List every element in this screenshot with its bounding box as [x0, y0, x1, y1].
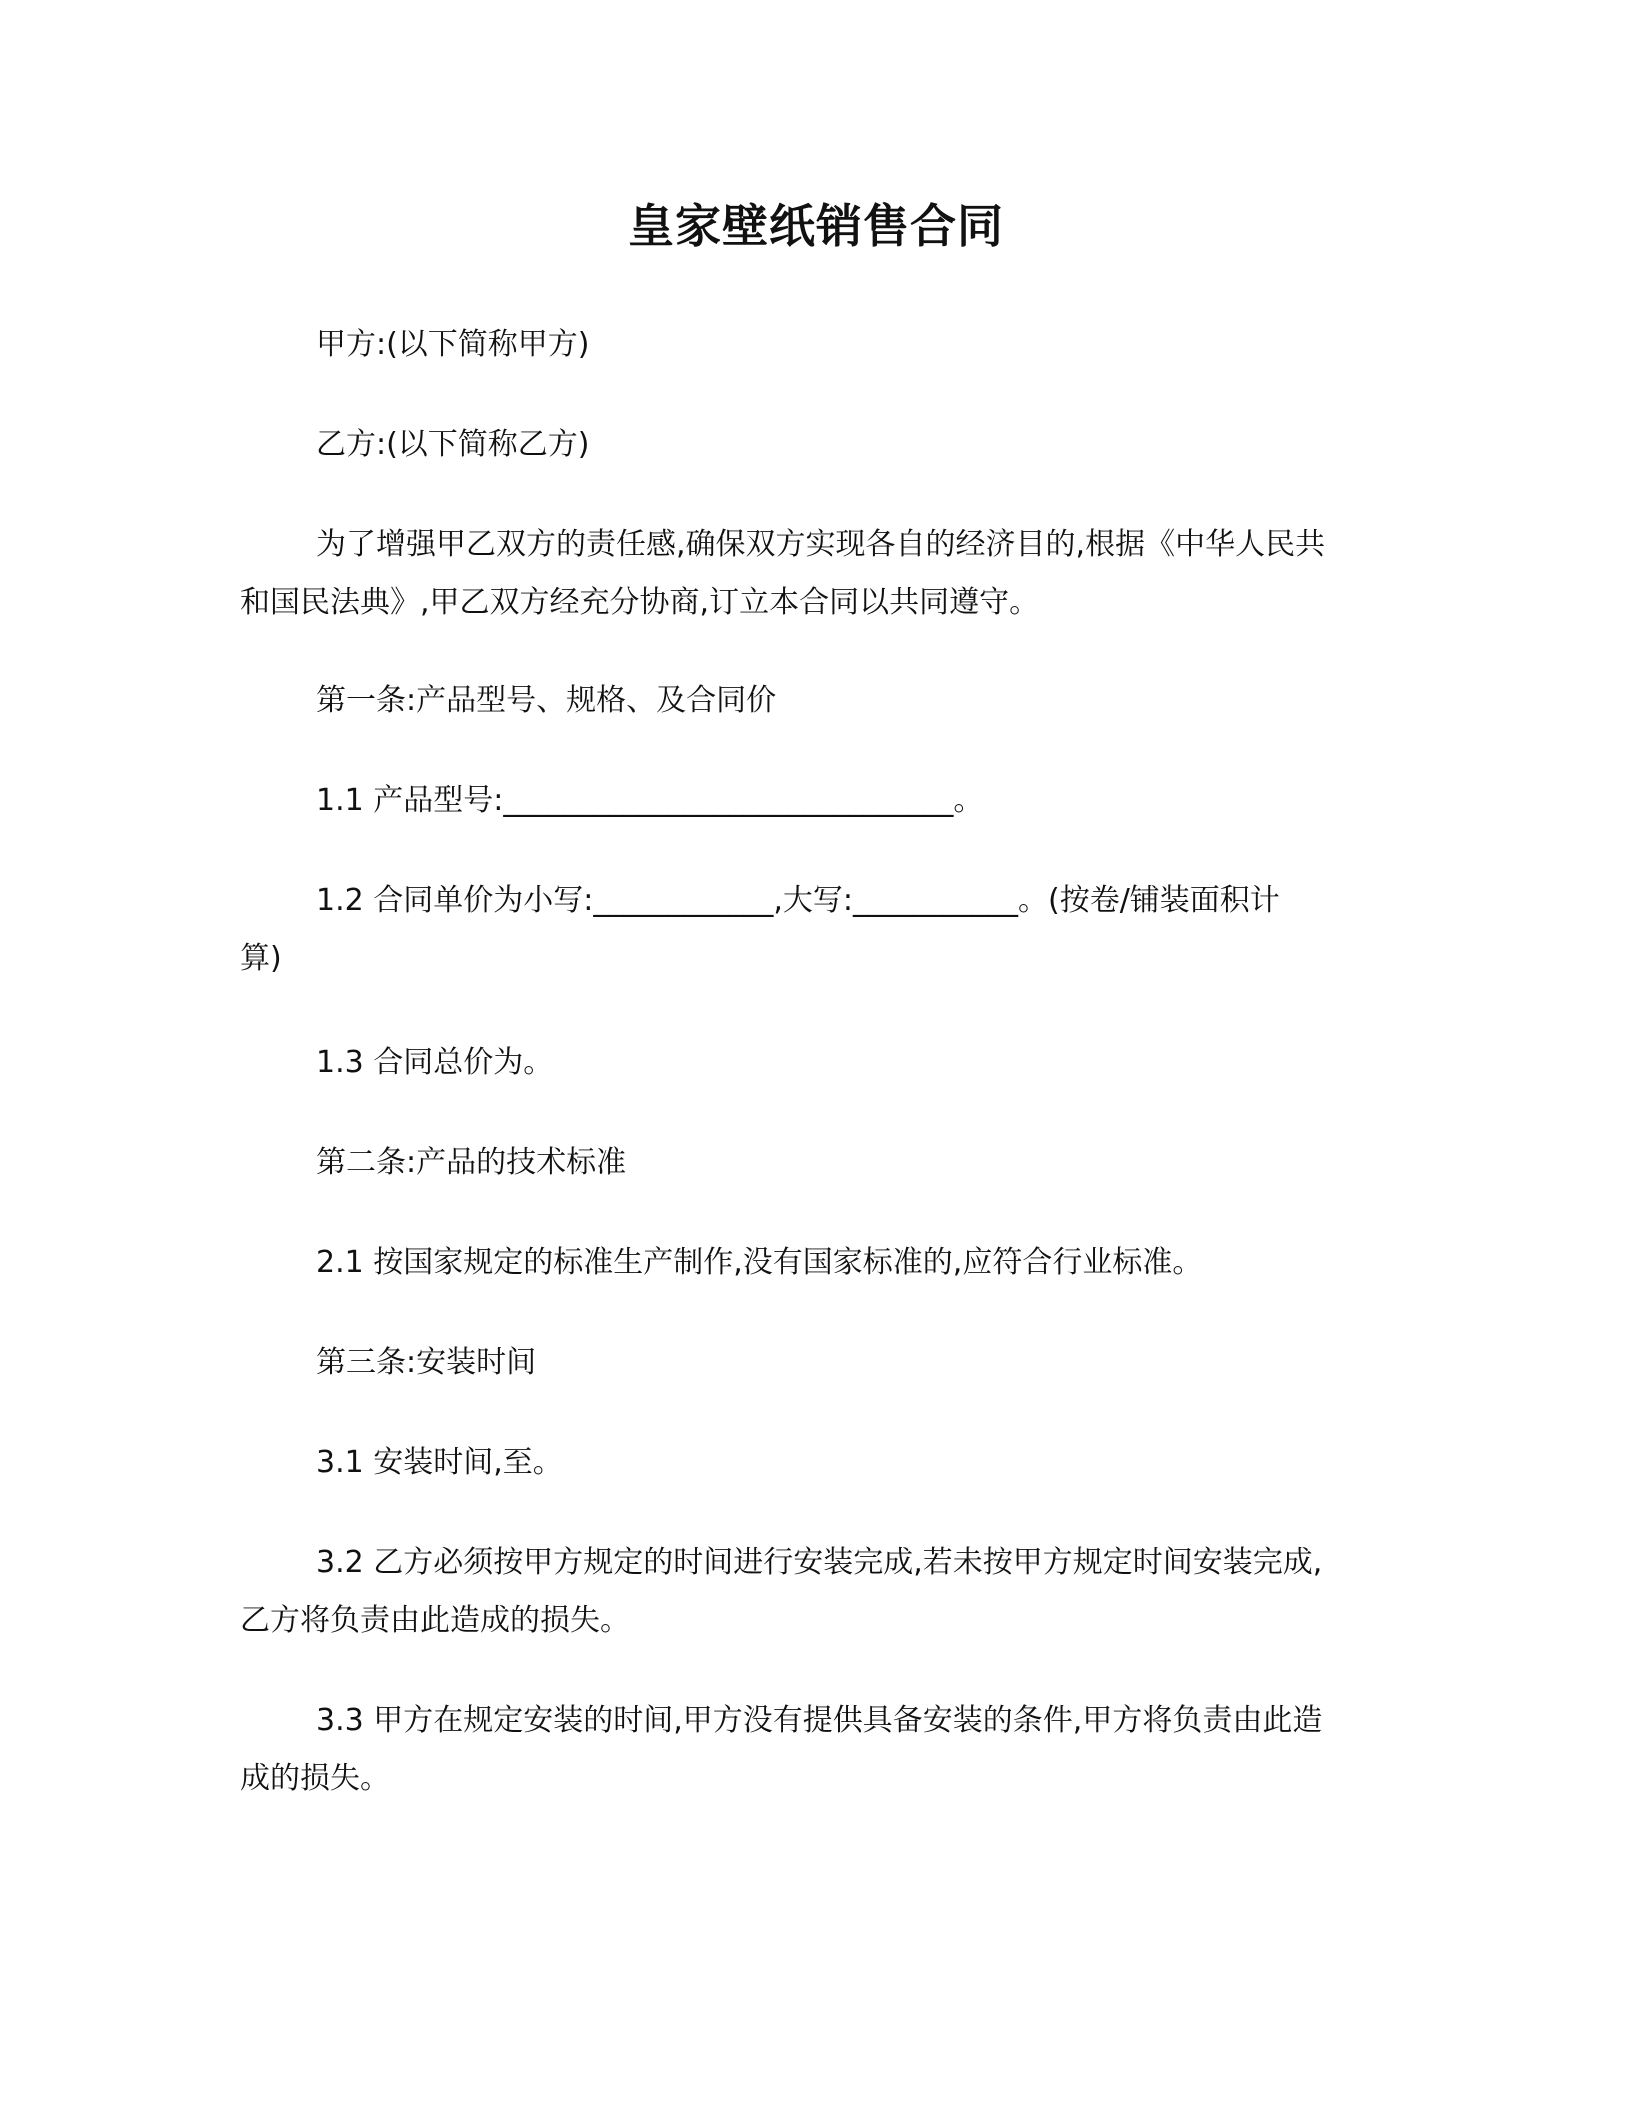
clause-2-1 — [240, 1234, 1376, 1292]
preamble-line-2: 和国民法典》,甲乙双方经充分协商,订立本合同以共同遵守。 — [240, 585, 1040, 620]
document-title: 皇家壁纸销售合同 — [628, 199, 1004, 253]
clause-3-2-line-1: 3.2 乙方必须按甲方规定的时间进行安装完成,若未按甲方规定时间安装完成, — [316, 1545, 1323, 1580]
clause-1-2-line-2: 算) — [240, 941, 282, 976]
clause-1-2 — [240, 872, 1376, 988]
clause-3-1 — [240, 1434, 1376, 1492]
party-a-text: 甲方:(以下简称甲方) — [316, 327, 590, 362]
party-b-text: 乙方:(以下简称乙方) — [316, 427, 590, 462]
article-2-heading-text: 第二条:产品的技术标准 — [316, 1145, 627, 1180]
clause-1-1-text: 1.1 产品型号:______________________________。 — [316, 783, 984, 818]
clause-1-1 — [240, 772, 1376, 830]
article-1-heading — [240, 672, 1376, 730]
preamble-paragraph — [240, 516, 1376, 632]
clause-3-2-line-2: 乙方将负责由此造成的损失。 — [240, 1603, 630, 1638]
article-1-heading-text: 第一条:产品型号、规格、及合同价 — [316, 683, 777, 718]
clause-1-3-text: 1.3 合同总价为。 — [316, 1045, 554, 1080]
article-2-heading — [240, 1134, 1376, 1192]
clause-2-1-text: 2.1 按国家规定的标准生产制作,没有国家标准的,应符合行业标准。 — [316, 1245, 1203, 1280]
clause-1-3 — [240, 1034, 1376, 1092]
party-a-line — [240, 316, 1376, 374]
party-b-line — [240, 416, 1376, 474]
clause-3-2 — [240, 1534, 1376, 1650]
clause-1-2-line-1: 1.2 合同单价为小写:____________,大写:___________。(按卷/铺装面积计 — [316, 883, 1280, 918]
clause-3-3 — [240, 1692, 1376, 1808]
preamble-line-1: 为了增强甲乙双方的责任感,确保双方实现各自的经济目的,根据《中华人民共 — [316, 527, 1326, 562]
article-3-heading-text: 第三条:安装时间 — [316, 1345, 537, 1380]
article-3-heading — [240, 1334, 1376, 1392]
clause-3-1-text: 3.1 安装时间,至。 — [316, 1445, 563, 1480]
clause-3-3-line-2: 成的损失。 — [240, 1761, 390, 1796]
clause-3-3-line-1: 3.3 甲方在规定安装的时间,甲方没有提供具备安装的条件,甲方将负责由此造 — [316, 1703, 1323, 1738]
